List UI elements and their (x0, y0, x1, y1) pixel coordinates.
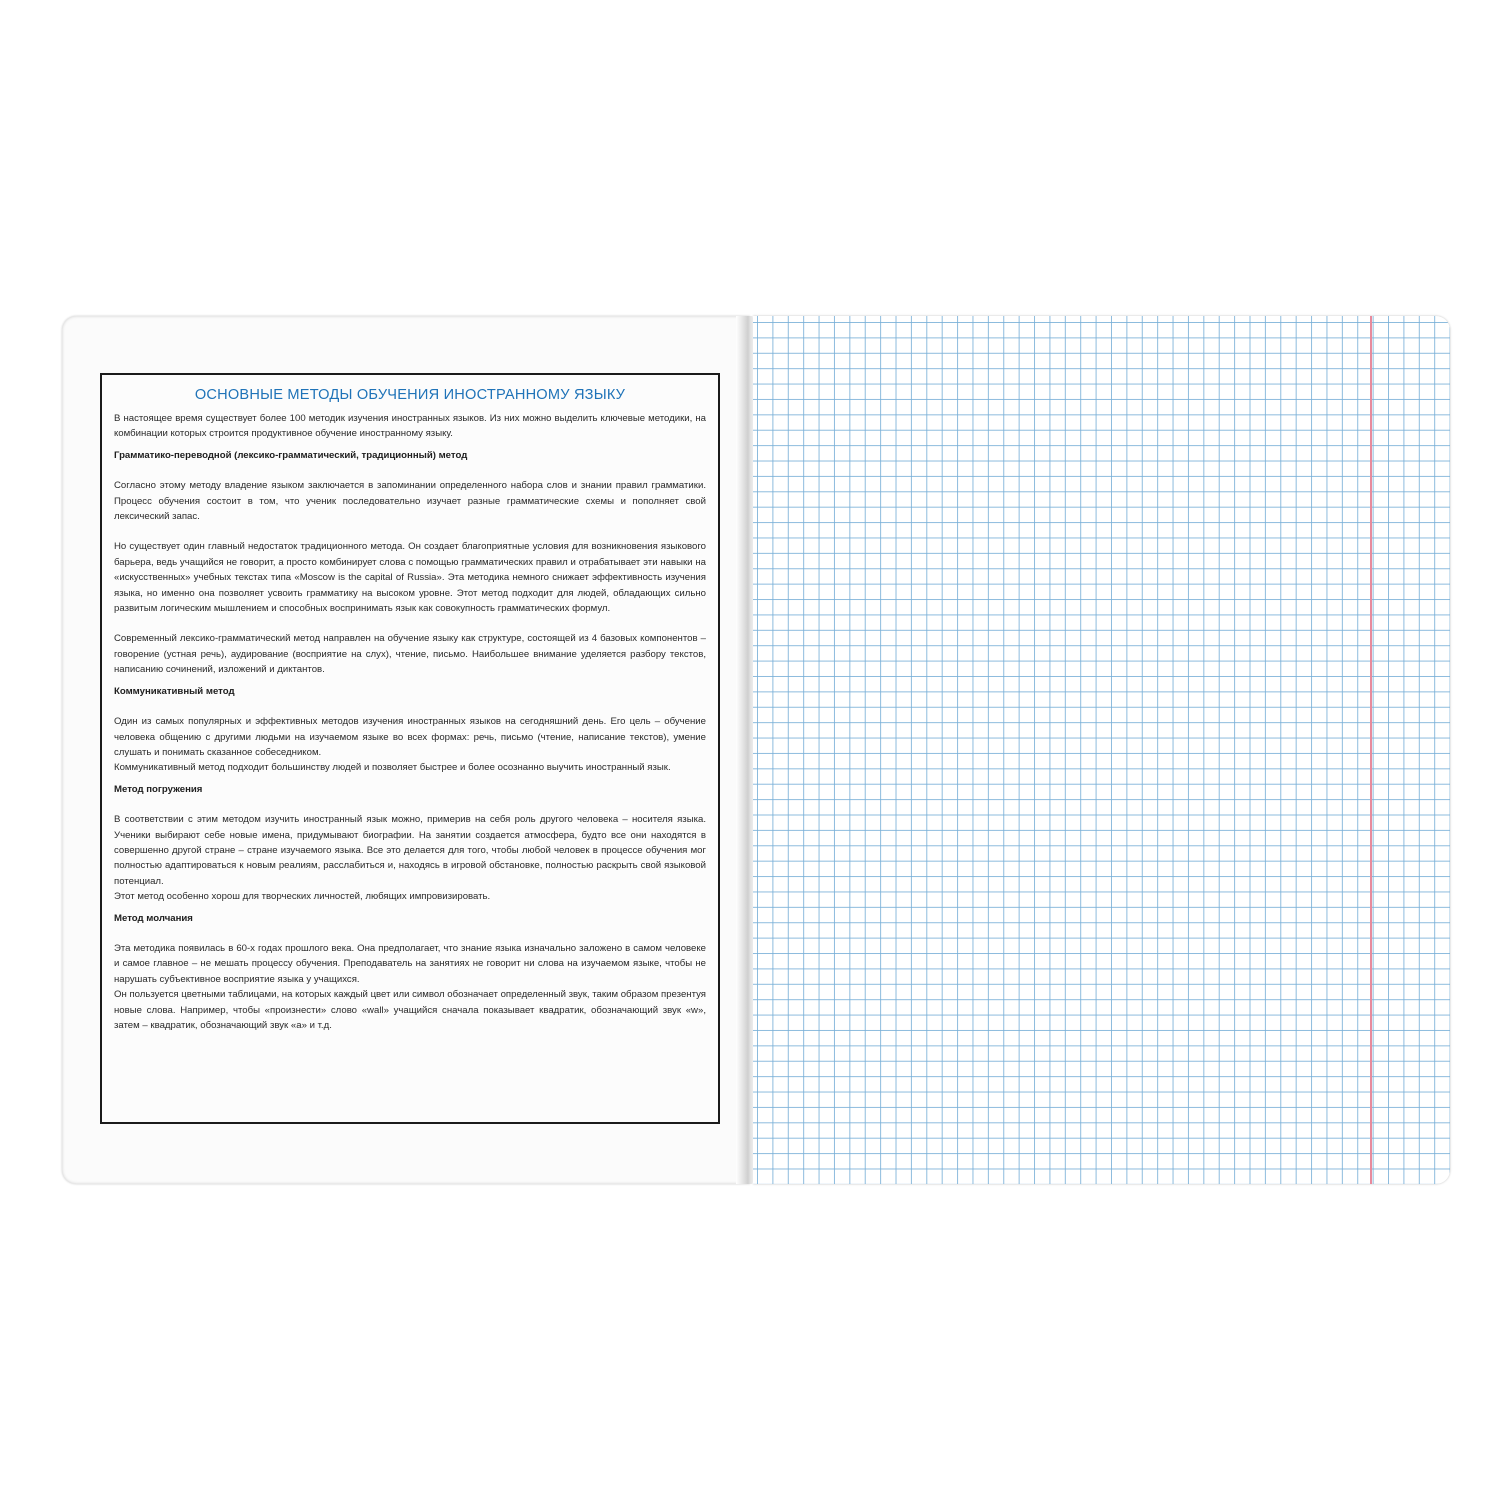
article-title: ОСНОВНЫЕ МЕТОДЫ ОБУЧЕНИЯ ИНОСТРАННОМУ ЯЗЫКУ (194, 387, 626, 403)
notebook-spine (736, 316, 752, 1184)
section-paragraph: В соответствии с этим методом изучить иностранный язык можно, примерив на себя роль другого человека – носителя языка. Ученики выбирают себе новые имена, придумывают биографии. На занятии создается атмосфера, будто все они находятся в совершенно другой стране – стране изучаемого языка. Все это делается для того, чтобы любой человек в процессе обучения мог полностью адаптироваться к новым реалиям, расслабиться и, находясь в игровой обстановке, полностью раскрыть свой языковой потенциал. (114, 814, 706, 887)
section-paragraph: Он пользуется цветными таблицами, на которых каждый цвет или символ обозначает определенный звук, таким образом презентуя новые слова. Например, чтобы «произнести» слово «wall» учащийся сначала показывает квадратик, обозначающий звук «w», затем – квадратик, обозначающий звук «a» и т.д. (114, 989, 706, 1031)
section-paragraph: Этот метод особенно хорош для творческих личностей, любящих импровизировать. (114, 891, 491, 903)
section-heading: Грамматико-переводной (лексико-грамматический, традиционный) метод (114, 449, 468, 461)
section-heading: Коммуникативный метод (114, 685, 235, 697)
right-page-grid (753, 316, 1450, 1184)
section-heading: Метод погружения (114, 783, 203, 795)
section-paragraph: Эта методика появилась в 60-х годах прошлого века. Она предполагает, что знание языка изначально заложено в самом человеке и самое главное – не мешать процессу обучения. Преподаватель на занятиях не говорит ни слова на изучаемом языке, чтобы не нарушать субъективное восприятие языка у учащихся. (114, 942, 706, 985)
article-frame (100, 373, 720, 1124)
section-paragraph: Один из самых популярных и эффективных методов изучения иностранных языков на сегодняшний день. Его цель – обучение человека общению с другими людьми на изучаемом языке во всех формах: речь, письмо (чтение, написание текстов), умение слушать и понимать сказанное собеседником. (114, 716, 706, 758)
section-paragraph: Современный лексико-грамматический метод направлен на обучение языку как структуре, состоящей из 4 базовых компонентов – говорение (устная речь), аудирование (восприятие на слух), чтение, письмо. Наибольшее внимание уделяется разбору текстов, написанию сочинений, изложений и диктантов. (114, 633, 706, 676)
margin-line (1370, 316, 1372, 1184)
section-paragraph: Коммуникативный метод подходит большинству людей и позволяет быстрее и более осознанно выучить иностранный язык. (114, 762, 671, 774)
section-heading: Метод молчания (114, 912, 193, 924)
section-paragraph: Согласно этому методу владение языком заключается в запоминании определенного набора слов и знании правил грамматики. Процесс обучения состоит в том, что ученик последовательно изучает разные грамматические схемы и пополняет свой лексический запас. (114, 480, 706, 523)
intro-paragraph: В настоящее время существует более 100 методик изучения иностранных языков. Из них можно выделить ключевые методики, на комбинации которых строится продуктивное обучение иностранному языку. (114, 413, 706, 440)
section-paragraph: Но существует один главный недостаток традиционного метода. Он создает благоприятные условия для возникновения языкового барьера, ведь учащийся не говорит, а просто комбинирует слова с помощью грамматических правил и отрабатывает эти навыки на «искусственных» учебных текстах типа «Moscow is the capital of Russia». Эта методика немного снижает эффективность изучения языка, но именно она позволяет усвоить грамматику на высоком уровне. Этот метод подходит для людей, обладающих сильно развитым логическим мышлением и способных воспринимать язык как совокупность грамматических формул. (114, 541, 706, 615)
